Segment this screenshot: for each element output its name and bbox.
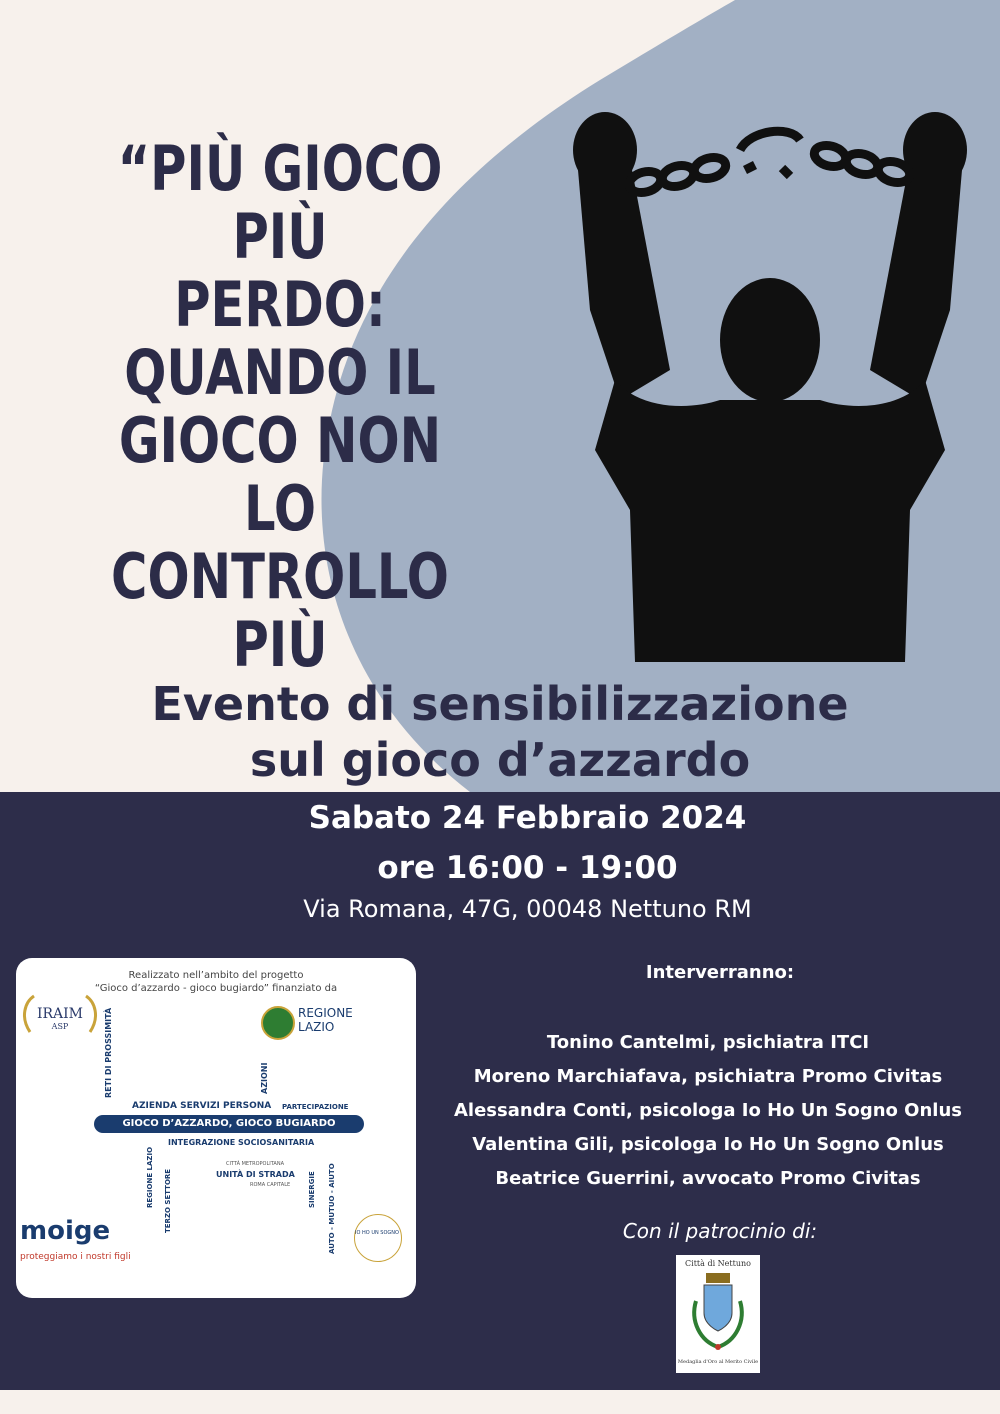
project-intro: Realizzato nell’ambito del progetto bbox=[128, 970, 304, 981]
word-terzo: TERZO SETTORE bbox=[164, 1168, 172, 1233]
event-date: Sabato 24 Febbraio 2024 bbox=[308, 800, 747, 836]
project-banner: GIOCO D’AZZARDO, GIOCO BUGIARDO bbox=[94, 1115, 364, 1133]
iraim-logo-sub: ASP bbox=[51, 1022, 69, 1031]
moige-logo: moige bbox=[20, 1216, 111, 1246]
word-sinergie: SINERGIE bbox=[308, 1171, 316, 1208]
word-citta: CITTÀ METROPOLITANA bbox=[226, 1161, 285, 1167]
speaker-item: Valentina Gili, psicologa Io Ho Un Sogno Onlus bbox=[472, 1134, 944, 1155]
word-reti: RETI DI PROSSIMITÀ bbox=[104, 1007, 113, 1098]
word-partecipazione: PARTECIPAZIONE bbox=[282, 1103, 349, 1111]
project-intro: “Gioco d’azzardo - gioco bugiardo” finanziato da bbox=[94, 983, 338, 994]
regione-lazio-emblem bbox=[261, 1006, 295, 1040]
speakers-list bbox=[408, 1026, 1000, 1196]
title-line: CONTROLLO bbox=[111, 540, 449, 613]
speaker-item: Tonino Cantelmi, psichiatra ITCI bbox=[546, 1032, 870, 1053]
subtitle-line: sul gioco d’azzardo bbox=[249, 733, 751, 787]
subtitle-line: Evento di sensibilizzazione bbox=[151, 677, 849, 731]
poster-title bbox=[88, 132, 472, 681]
event-address: Via Romana, 47G, 00048 Nettuno RM bbox=[303, 895, 752, 923]
title-line: PERDO: bbox=[174, 268, 386, 341]
title-line: GIOCO NON LO bbox=[118, 404, 442, 545]
iraim-logo-text: IRAIM bbox=[36, 1006, 84, 1022]
nettuno-crest-card bbox=[676, 1255, 760, 1373]
title-line: “PIÙ GIOCO PIÙ bbox=[117, 132, 443, 273]
event-subtitle bbox=[0, 676, 1000, 788]
broken-chains-silhouette bbox=[560, 110, 980, 670]
title-line: QUANDO IL bbox=[124, 336, 436, 409]
word-regione-lazio: REGIONE LAZIO bbox=[146, 1146, 154, 1208]
speakers-heading: Interverranno: bbox=[645, 962, 795, 983]
event-time: ore 16:00 - 19:00 bbox=[377, 850, 678, 886]
word-roma: ROMA CAPITALE bbox=[250, 1182, 291, 1188]
title-line: PIÙ bbox=[232, 608, 328, 681]
crest-caption: Medaglia d'Oro al Merito Civile bbox=[677, 1359, 759, 1365]
word-azienda: AZIENDA SERVIZI PERSONA bbox=[132, 1101, 272, 1111]
word-auto: AUTO - MUTUO - AIUTO bbox=[328, 1163, 336, 1254]
word-azioni: AZIONI bbox=[260, 1062, 269, 1094]
project-card bbox=[16, 958, 416, 1298]
moige-tagline: proteggiamo i nostri figli bbox=[20, 1252, 131, 1262]
io-ho-un-sogno-text: IO HO UN SOGNO bbox=[355, 1230, 399, 1236]
poster-foot bbox=[0, 1390, 1000, 1414]
patronage-label: Con il patrocinio di: bbox=[622, 1219, 818, 1243]
io-ho-un-sogno-logo bbox=[354, 1214, 402, 1262]
crest-title: Città di Nettuno bbox=[685, 1259, 751, 1268]
speaker-item: Moreno Marchiafava, psichiatra Promo Civitas bbox=[473, 1066, 943, 1087]
speaker-item: Beatrice Guerrini, avvocato Promo Civitas bbox=[495, 1168, 921, 1189]
word-integrazione: INTEGRAZIONE SOCIOSANITARIA bbox=[168, 1138, 315, 1147]
speaker-item: Alessandra Conti, psicologa Io Ho Un Sogno Onlus bbox=[454, 1100, 962, 1121]
regione-lazio-text bbox=[298, 1006, 353, 1034]
word-unita: UNITÀ DI STRADA bbox=[216, 1170, 295, 1179]
nettuno-crest-icon bbox=[686, 1271, 750, 1353]
regione-line: LAZIO bbox=[298, 1020, 335, 1034]
regione-line: REGIONE bbox=[298, 1006, 353, 1020]
